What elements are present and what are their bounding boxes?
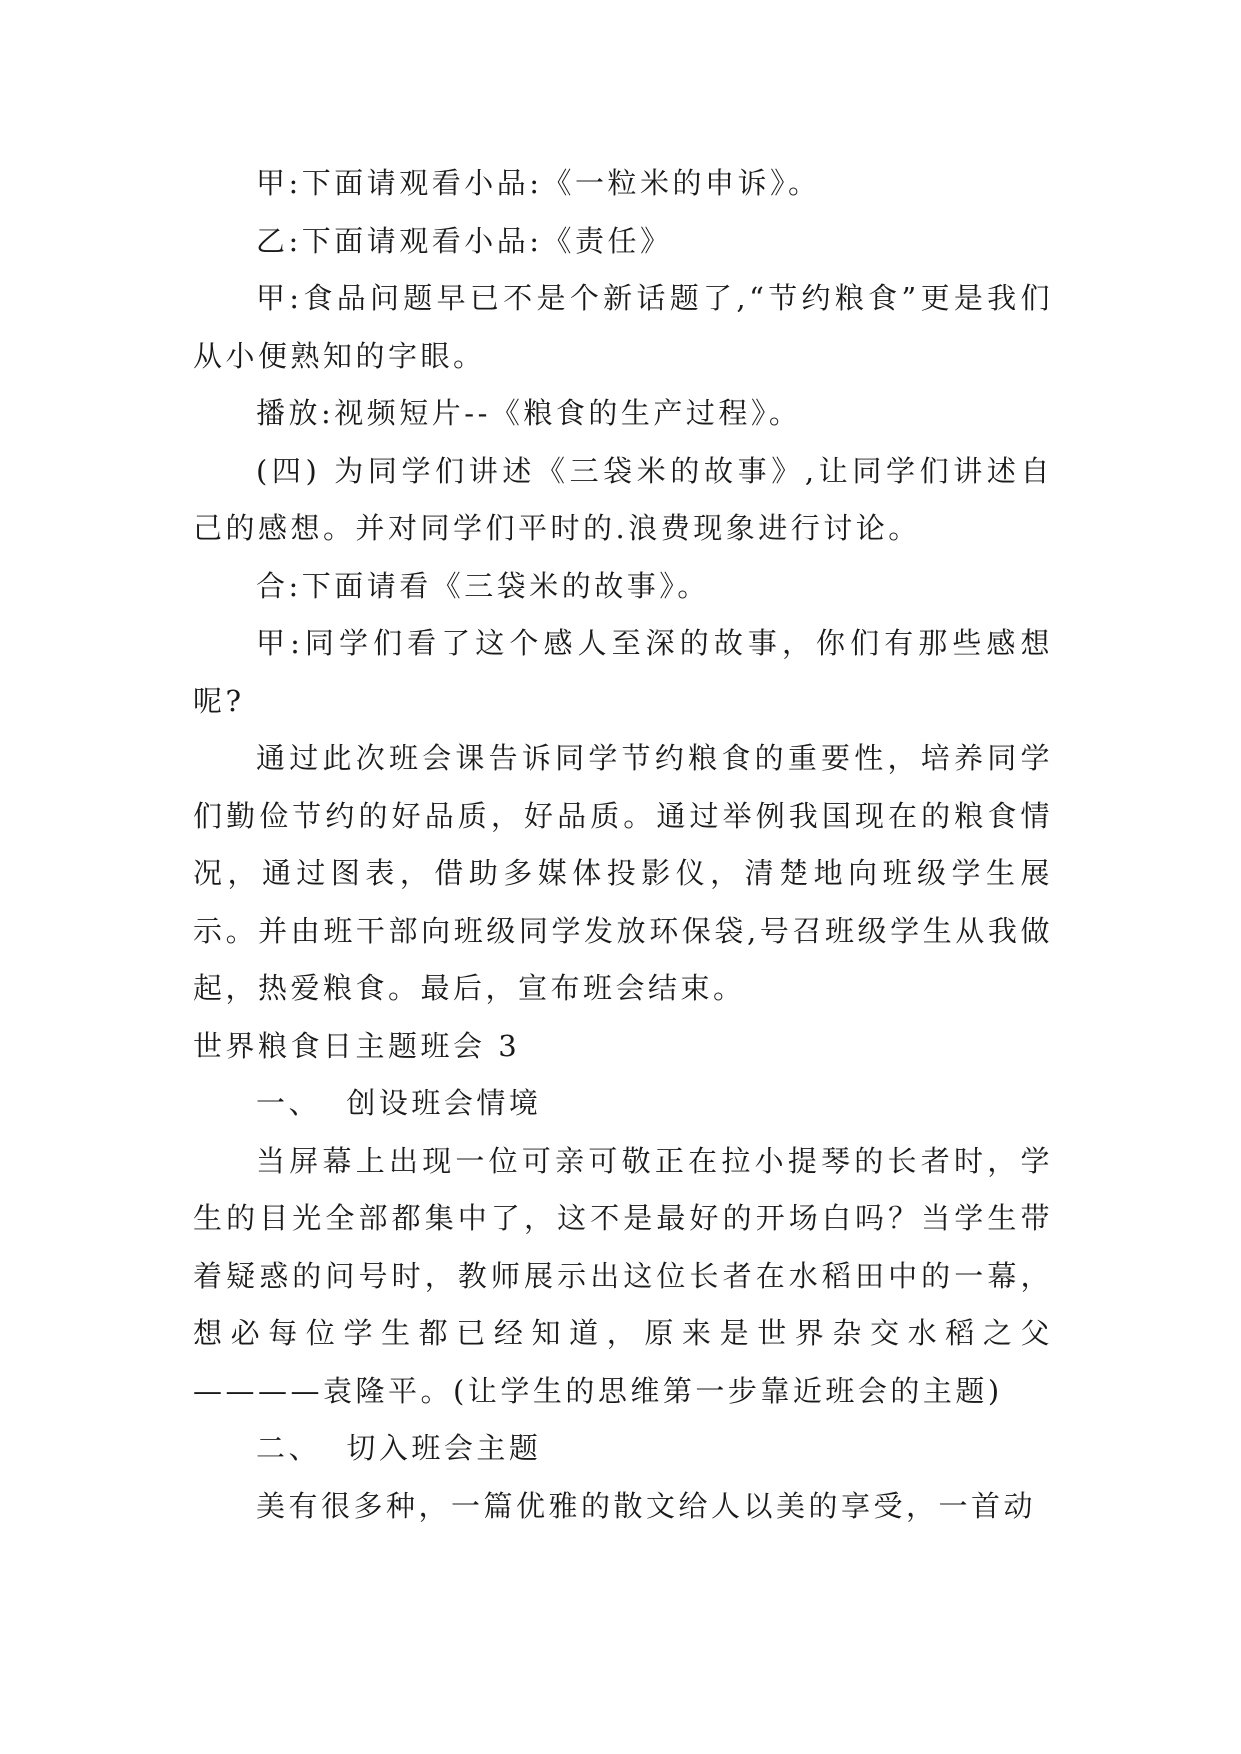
section-heading: 一、 创设班会情境 <box>256 1086 542 1120</box>
paragraph: 通过此次班会课告诉同学节约粮食的重要性，培养同学们勤俭节约的好品质，好品质。通过举例我国现在的粮食情况，通过图表，借助多媒体投影仪，清楚地向班级学生展示。并由班干部向班级同学发放环保袋,号召班级学生从我做起，热爱粮食。最后，宣布班会结束。 <box>193 741 1053 1005</box>
paragraph: 合:下面请看《三袋米的故事》。 <box>256 568 710 603</box>
paragraph: 甲:下面请观看小品:《一粒米的申诉》。 <box>256 166 821 200</box>
paragraph: 甲:同学们看了这个感人至深的故事，你们有那些感想呢? <box>193 626 1053 718</box>
document-body <box>193 155 1053 1535</box>
section-heading: 二、 切入班会主题 <box>256 1431 542 1465</box>
paragraph: 当屏幕上出现一位可亲可敬正在拉小提琴的长者时，学生的目光全部都集中了，这不是最好的开场白吗？当学生带着疑惑的问号时，教师展示出这位长者在水稻田中的一幕，想必每位学生都已经知道，原来是世界杂交水稻之父————袁隆平。(让学生的思维第一步靠近班会的主题) <box>193 1143 1053 1408</box>
paragraph: (四) 为同学们讲述《三袋米的故事》,让同学们讲述自己的感想。并对同学们平时的.浪费现象进行讨论。 <box>193 453 1053 545</box>
paragraph: 美有很多种，一篇优雅的散文给人以美的享受，一首动 <box>256 1488 1037 1523</box>
paragraph: 甲:食品问题早已不是个新话题了,“节约粮食”更是我们从小便熟知的字眼。 <box>193 281 1053 373</box>
paragraph: 乙:下面请观看小品:《责任》 <box>256 223 673 258</box>
paragraph: 播放:视频短片--《粮食的生产过程》。 <box>256 396 802 430</box>
section-title: 世界粮食日主题班会 3 <box>193 1028 521 1063</box>
